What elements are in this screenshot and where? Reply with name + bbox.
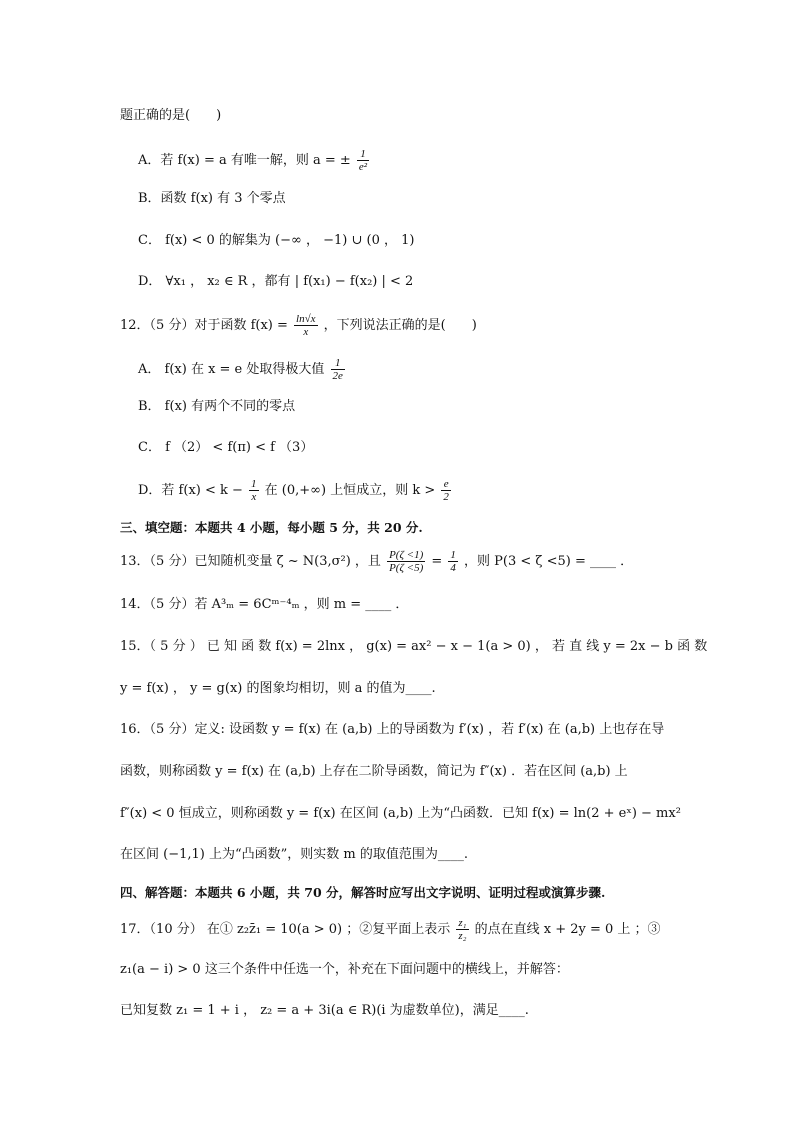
section-heading-answer: 四、解答题：本题共 6 小题，共 70 分，解答时应写出文字说明、证明过程或演算步骤. xyxy=(120,885,606,900)
fraction: $\frac{e}{2}$ xyxy=(443,478,449,503)
option-11b: B．函数 f(x) 有 3 个零点 xyxy=(138,191,286,206)
question-16-line2: 函数，则称函数 y = f(x) 在 (a,b) 上存在二阶导函数，简记为 f″(x) ．若在区间 (a,b) 上 xyxy=(120,764,628,779)
question-12: 12．（5 分）对于函数 f(x) = $\frac{\ln√x}{x}$ ，下列说法正确的是( ) xyxy=(120,313,477,338)
option-11d: D． ∀x₁ ， x₂ ∈ R ，都有 | f(x₁) − f(x₂) | < 2 xyxy=(138,274,414,289)
option-11c: C． f(x) < 0 的解集为 (−∞ ， −1) ∪ (0 ， 1) xyxy=(138,233,415,248)
question-13: 13．（5 分）已知随机变量 ζ ~ N(3,σ²) ，且 $\frac{P(\zeta <1)}{P(\zeta <5)}$ = $\frac{1}{4}$ ，则 P(3 < ζ <5) = ____ ． xyxy=(120,549,634,574)
fraction: $\frac{1}{x}$ xyxy=(251,478,257,503)
option-12c: C． f （2） < f(π) < f （3） xyxy=(138,440,314,455)
option-12d: D．若 f(x) < k − $\frac{1}{x}$ 在 (0,+∞) 上恒成立，则 k > $\frac{e}{2}$ xyxy=(138,478,449,503)
question-17-line3: 已知复数 z₁ = 1 + i ， z₂ = a + 3i(a ∈ R)(i 为虚数单位)，满足____. xyxy=(120,1003,529,1018)
fraction: $\frac{P(\zeta <1)}{P(\zeta <5)}$ xyxy=(389,549,424,574)
fraction: $\frac{1}{2e}$ xyxy=(332,357,343,382)
question-16-line4: 在区间 (−1,1) 上为“凸函数”，则实数 m 的取值范围为____. xyxy=(120,847,468,862)
option-11a: A．若 f(x) = a 有唯一解，则 a = ± $\frac{1}{\text{e²}}$ xyxy=(138,148,368,173)
question-16-line1: 16．（5 分）定义: 设函数 y = f(x) 在 (a,b) 上的导函数为 f′(x) ，若 f′(x) 在 (a,b) 上也存在导 xyxy=(120,722,665,737)
question-16-line3: f″(x) < 0 恒成立，则称函数 y = f(x) 在区间 (a,b) 上为“凸函数．已知 f(x) = ln(2 + eˣ) − mx² xyxy=(120,806,681,821)
question-17-line2: z₁(a − i) > 0 这三个条件中任选一个，补充在下面问题中的横线上，并解答： xyxy=(120,962,569,977)
question-14: 14．（5 分）若 A³ₘ = 6Cᵐ⁻⁴ₘ ，则 m = ____ ． xyxy=(120,597,409,612)
fraction: $\frac{1}{4}$ xyxy=(450,549,456,574)
option-12a: A． f(x) 在 x = e 处取得极大值 $\frac{1}{2e}$ xyxy=(138,357,343,382)
fraction: $\frac{\ln√x}{x}$ xyxy=(296,313,316,338)
fraction: $\frac{\text{z₁}}{\text{z₂}}$ xyxy=(458,917,467,942)
section-heading-fill-in: 三、填空题：本题共 4 小题，每小题 5 分，共 20 分. xyxy=(120,520,423,535)
fraction: $\frac{1}{\text{e²}}$ xyxy=(358,148,368,173)
question-15-line1: 15．（ 5 分 ） 已 知 函 数 f(x) = 2lnx ， g(x) = ax² − x − 1(a > 0) ， 若 直 线 y = 2x − b 函 数 xyxy=(120,639,708,654)
line-intro: 题正确的是( ) xyxy=(120,108,222,123)
question-17-line1: 17．（10 分） 在① z₂z̄₁ = 10(a > 0) ；②复平面上表示 $\frac{\text{z₁}}{\text{z₂}}$ 的点在直线 x + 2y = 0 上 ；③ xyxy=(120,917,661,942)
question-15-line2: y = f(x) ， y = g(x) 的图象均相切，则 a 的值为____. xyxy=(120,681,436,696)
option-12b: B． f(x) 有两个不同的零点 xyxy=(138,399,296,414)
